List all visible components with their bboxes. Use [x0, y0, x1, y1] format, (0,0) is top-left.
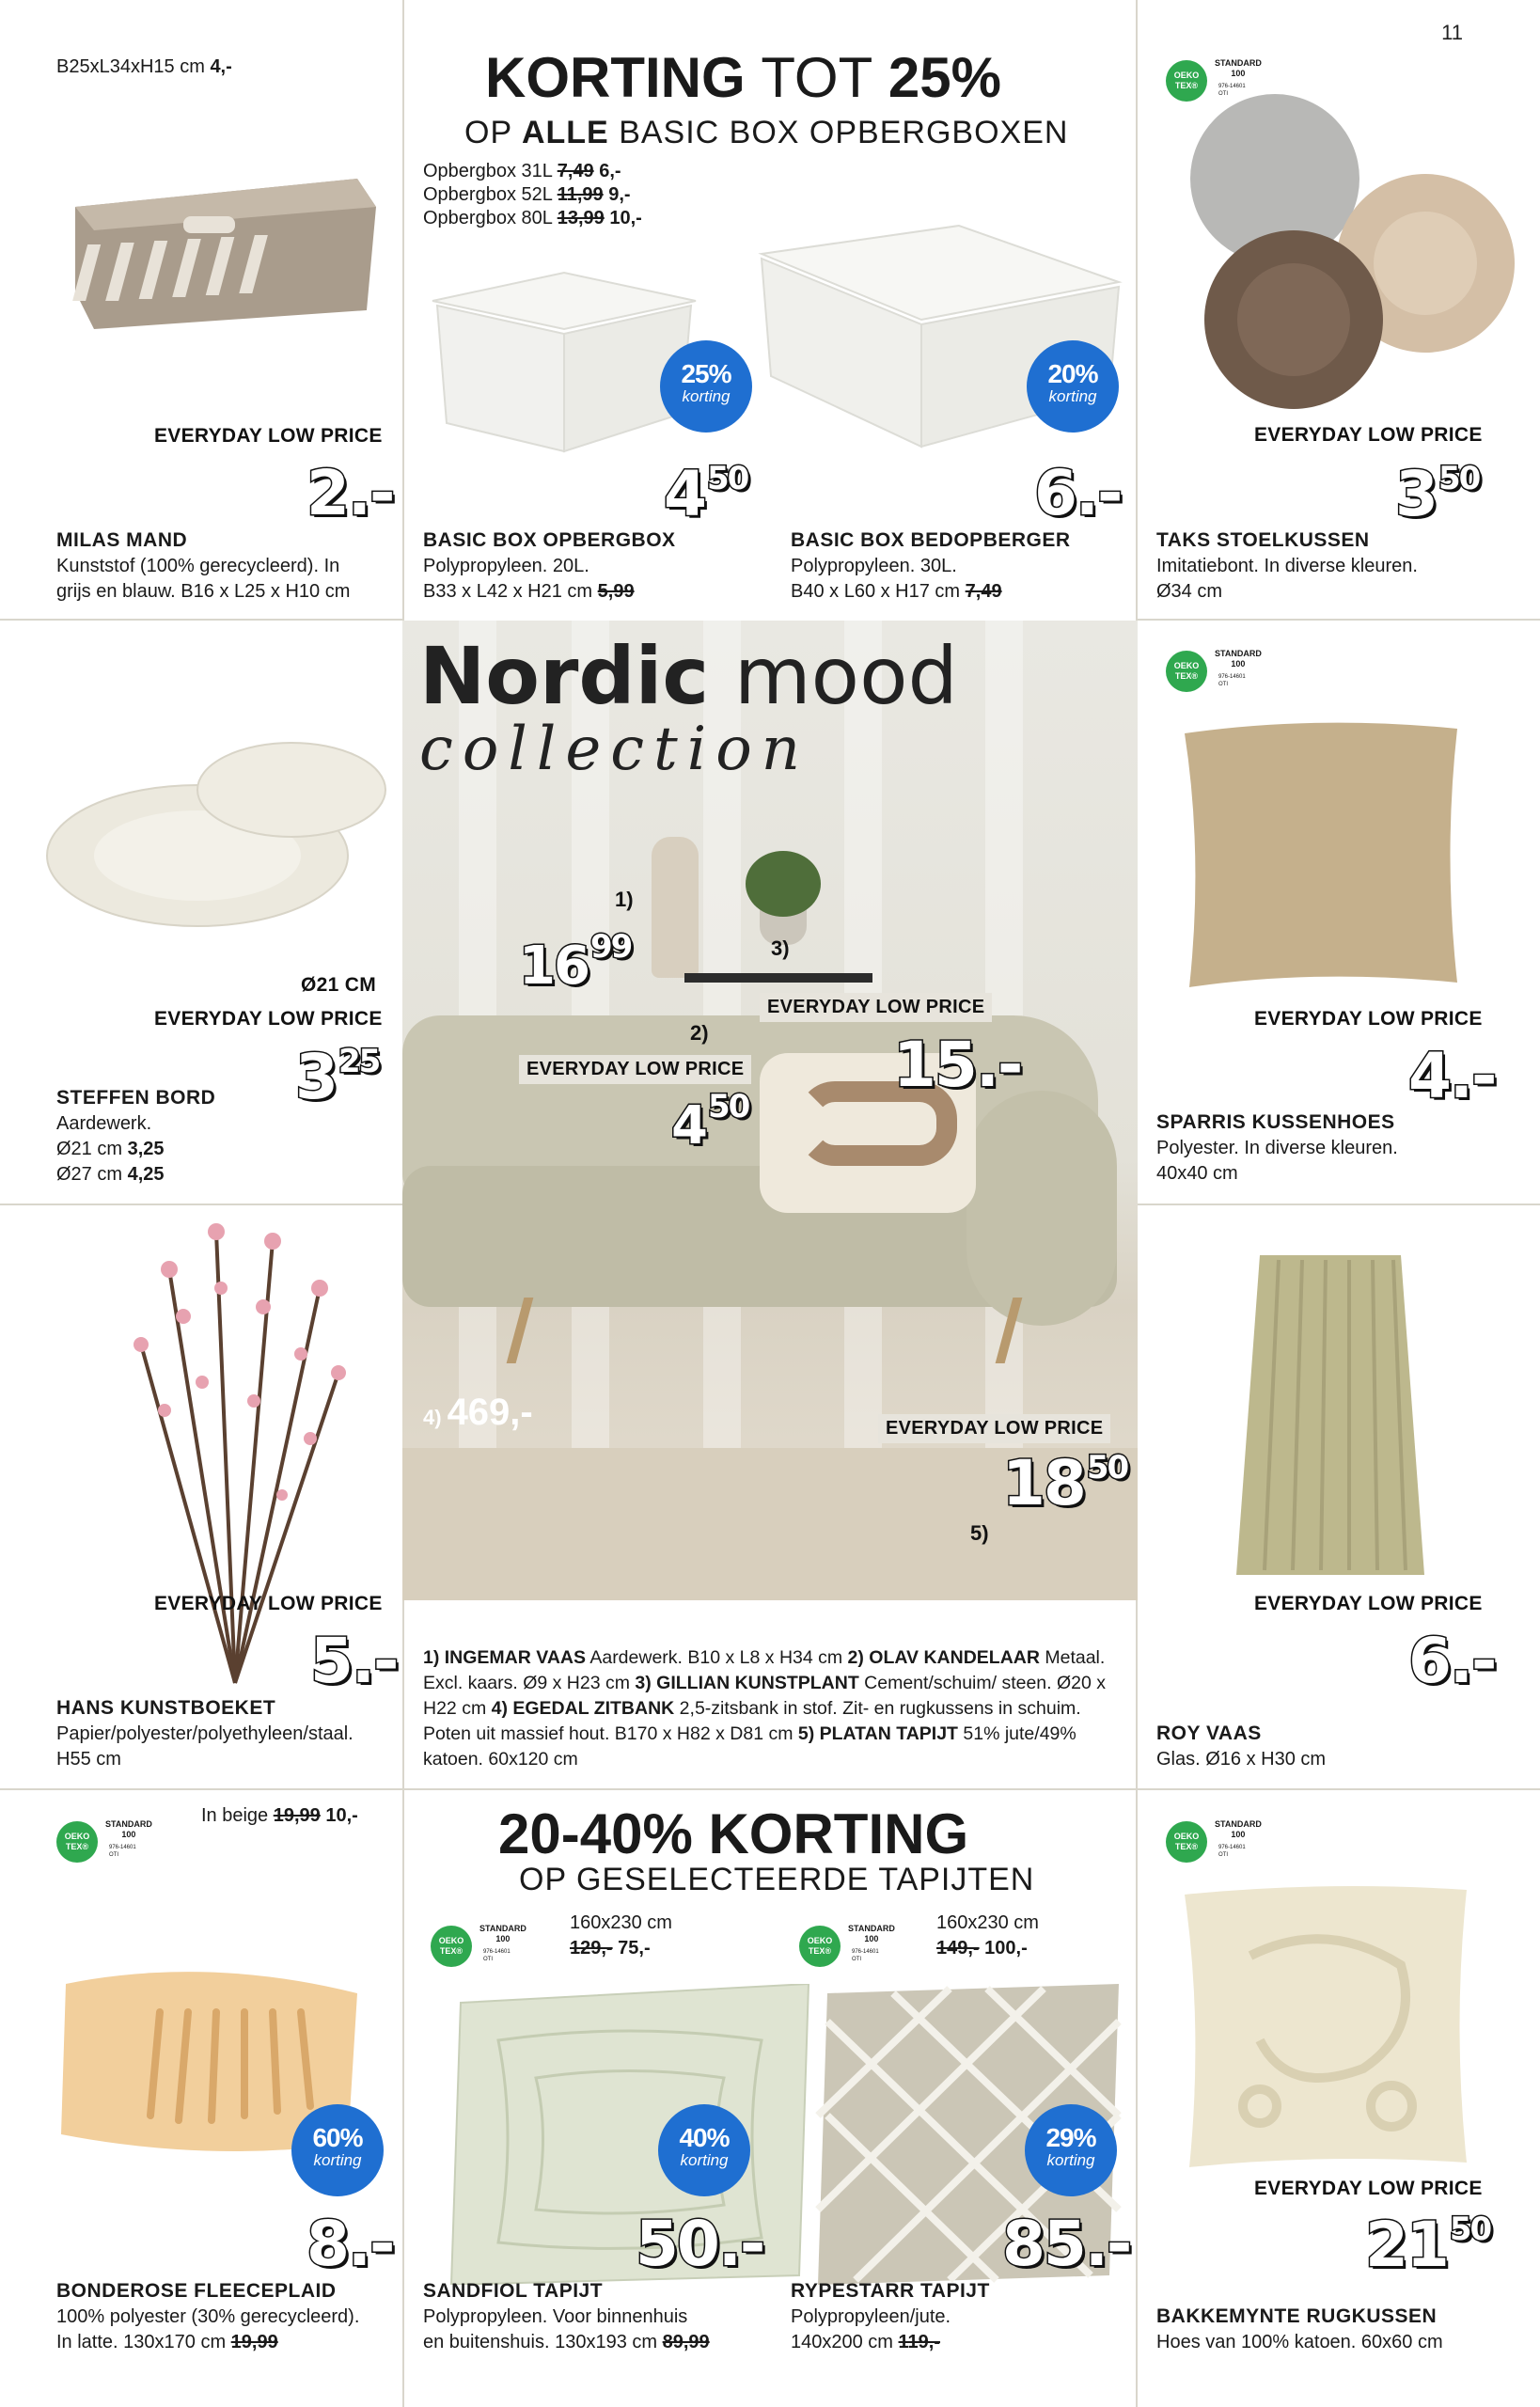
price-tag: 2.-: [306, 457, 394, 529]
product-name: ROY VAAS: [1156, 1723, 1262, 1744]
cushion-cover-image: [1175, 715, 1467, 997]
product-name: BONDEROSE FLEECEPLAID: [56, 2280, 337, 2302]
photo-marker: 2): [690, 1021, 709, 1045]
price-tag: 6.-: [1408, 1625, 1496, 1697]
nordic-caption: 1) INGEMAR VAAS Aardewerk. B10 x L8 x H34 cm 2) OLAV KANDELAAR Metaal. Excl. kaars. Ø9 x H23 cm 3) GILLIAN KUNSTPLANT Cement/schuim/ steen. Ø20 x H22 cm 4) EGEDAL ZITBANK 2,5-zitsbank in stof. Zit- en rugkussens in schuim. Poten uit massief hout. B170 x H82 x D81 cm 5) PLATAN TAPIJT 51% jute/49% katoen. 60x120 cm: [423, 1647, 1107, 1770]
sofa-price: 4) 469,-: [423, 1392, 533, 1433]
oeko-tex-logo-icon: OEKO TEX®: [1166, 60, 1207, 102]
product-description: Imitatiebont. In diverse kleuren. Ø34 cm: [1156, 556, 1418, 602]
page-number: 11: [1441, 21, 1463, 44]
price-tag: $16^{99}$: [519, 928, 632, 997]
product-description: Glas. Ø16 x H30 cm: [1156, 1749, 1327, 1770]
price-tag: $18^{50}$: [1002, 1447, 1128, 1519]
everyday-low-price-label: EVERYDAY LOW PRICE: [878, 1414, 1110, 1443]
grid-divider: [0, 619, 402, 621]
product-name: SANDFIOL TAPIJT: [423, 2280, 604, 2302]
price-tag: $3^{25}$: [295, 1041, 380, 1113]
product-description: Polypropyleen. 30L. B40 x L60 x H17 cm 7,49: [791, 556, 1002, 602]
price-tag: 4.-: [1408, 1040, 1496, 1112]
glass-vase-image: [1222, 1251, 1438, 1589]
grid-divider: [0, 1204, 402, 1205]
everyday-low-price-label: EVERYDAY LOW PRICE: [519, 1055, 751, 1084]
oeko-tex-label: OEKO TEX® STANDARD 100 976-14601 OTI: [56, 1819, 169, 1866]
product-name: SPARRIS KUSSENHOES: [1156, 1111, 1395, 1133]
oeko-tex-label: OEKO TEX® STANDARD 100 976-14601 OTI: [799, 1924, 912, 1971]
price-tag: $4^{50}$: [671, 1088, 749, 1156]
oeko-tex-logo-icon: OEKO TEX®: [56, 1821, 98, 1863]
photo-marker: 1): [615, 888, 634, 911]
product-description: Polyester. In diverse kleuren. 40x40 cm: [1156, 1138, 1398, 1184]
oeko-tex-logo-icon: OEKO TEX®: [431, 1926, 472, 1967]
oeko-tex-logo-icon: OEKO TEX®: [1166, 1821, 1207, 1863]
rug-size-price: 160x230 cm 129,- 75,-: [570, 1912, 672, 1959]
textured-cushion-image: [1175, 1880, 1476, 2172]
everyday-low-price-label: EVERYDAY LOW PRICE: [1254, 1008, 1483, 1030]
price-tag: $4^{50}$: [664, 458, 748, 530]
product-description: Hoes van 100% katoen. 60x60 cm: [1156, 2332, 1443, 2352]
box-price-list: Opbergbox 31L 7,49 6,- Opbergbox 52L 11,99 9,- Opbergbox 80L 13,99 10,-: [423, 161, 642, 228]
price-tag: 85.-: [1002, 2208, 1131, 2280]
discount-badge: 25% korting: [660, 340, 752, 433]
plates-image: [38, 733, 395, 940]
price-tag: 6.-: [1034, 457, 1122, 529]
oeko-tex-label: OEKO TEX® STANDARD 100 976-14601 OTI: [1166, 1819, 1279, 1866]
grid-divider: [1136, 1204, 1540, 1205]
discount-badge: 29% korting: [1025, 2104, 1117, 2196]
everyday-low-price-label: EVERYDAY LOW PRICE: [1254, 424, 1483, 446]
photo-marker: 3): [771, 936, 790, 960]
color-variant-note: In beige 19,99 10,-: [201, 1805, 358, 1826]
product-name: HANS KUNSTBOEKET: [56, 1697, 276, 1719]
everyday-low-price-label: EVERYDAY LOW PRICE: [154, 425, 383, 447]
box-promo-subtitle: OP ALLE BASIC BOX OPBERGBOXEN: [464, 115, 1069, 150]
product-name: BAKKEMYNTE RUGKUSSEN: [1156, 2305, 1438, 2327]
rug-promo-subtitle: OP GESELECTEERDE TAPIJTEN: [519, 1862, 1035, 1897]
oeko-tex-logo-icon: OEKO TEX®: [1166, 651, 1207, 692]
rug-promo-title: 20-40% KORTING: [498, 1802, 969, 1865]
product-description: Polypropyleen. 20L. B33 x L42 x H21 cm 5,99: [423, 556, 635, 602]
fur-cushions-image: [1153, 75, 1529, 414]
photo-marker: 5): [970, 1521, 989, 1545]
oeko-tex-label: OEKO TEX® STANDARD 100 976-14601 OTI: [1166, 649, 1279, 696]
artificial-bouquet-image: [113, 1213, 357, 1692]
box-promo-title: KORTING TOT 25%: [485, 46, 1001, 109]
price-tag: 50.-: [636, 2208, 764, 2280]
everyday-low-price-label: EVERYDAY LOW PRICE: [1254, 2178, 1483, 2199]
product-description: Aardewerk. Ø21 cm 3,25 Ø27 cm 4,25: [56, 1113, 165, 1185]
price-tag: 5.-: [310, 1625, 398, 1697]
size-note: B25xL34xH15 cm 4,-: [56, 56, 232, 77]
grid-divider: [0, 1788, 1540, 1790]
nordic-title: Nordic mood: [419, 630, 958, 722]
product-description: Papier/polyester/polyethyleen/staal. H55 cm: [56, 1723, 354, 1770]
everyday-low-price-label: EVERYDAY LOW PRICE: [1254, 1593, 1483, 1614]
product-description: Kunststof (100% gerecycleerd). In grijs en blauw. B16 x L25 x H10 cm: [56, 556, 351, 602]
nordic-script-title: collection: [419, 715, 809, 784]
price-tag: $21^{50}$: [1365, 2209, 1491, 2281]
product-name: STEFFEN BORD: [56, 1087, 216, 1109]
rug-size-price: 160x230 cm 149,- 100,-: [936, 1912, 1039, 1959]
product-description: 100% polyester (30% gerecycleerd). In latte. 130x170 cm 19,99: [56, 2306, 360, 2352]
everyday-low-price-label: EVERYDAY LOW PRICE: [154, 1593, 383, 1614]
price-tag: $3^{50}$: [1395, 458, 1480, 530]
oeko-tex-label: OEKO TEX® STANDARD 100 976-14601 OTI: [431, 1924, 543, 1971]
discount-badge: 60% korting: [291, 2104, 384, 2196]
discount-badge: 40% korting: [658, 2104, 750, 2196]
grid-divider: [1136, 619, 1540, 621]
milas-basket-image: [56, 150, 385, 338]
price-tag: 8.-: [306, 2208, 394, 2280]
oeko-tex-label: OEKO TEX® STANDARD 100 976-14601 OTI: [1166, 58, 1279, 105]
everyday-low-price-label: EVERYDAY LOW PRICE: [760, 993, 992, 1022]
price-tag: 15.-: [893, 1029, 1022, 1101]
product-description: Polypropyleen/jute. 140x200 cm 119,-: [791, 2306, 951, 2352]
product-name: MILAS MAND: [56, 529, 188, 551]
oeko-tex-logo-icon: OEKO TEX®: [799, 1926, 841, 1967]
product-description: Polypropyleen. Voor binnenhuis en buitenshuis. 130x193 cm 89,99: [423, 2306, 710, 2352]
product-name: BASIC BOX OPBERGBOX: [423, 529, 676, 551]
product-name: RYPESTARR TAPIJT: [791, 2280, 990, 2302]
discount-badge: 20% korting: [1027, 340, 1119, 433]
product-name: TAKS STOELKUSSEN: [1156, 529, 1370, 551]
everyday-low-price-label: EVERYDAY LOW PRICE: [154, 1008, 383, 1030]
size-note: Ø21 CM: [301, 974, 376, 996]
product-name: BASIC BOX BEDOPBERGER: [791, 529, 1071, 551]
